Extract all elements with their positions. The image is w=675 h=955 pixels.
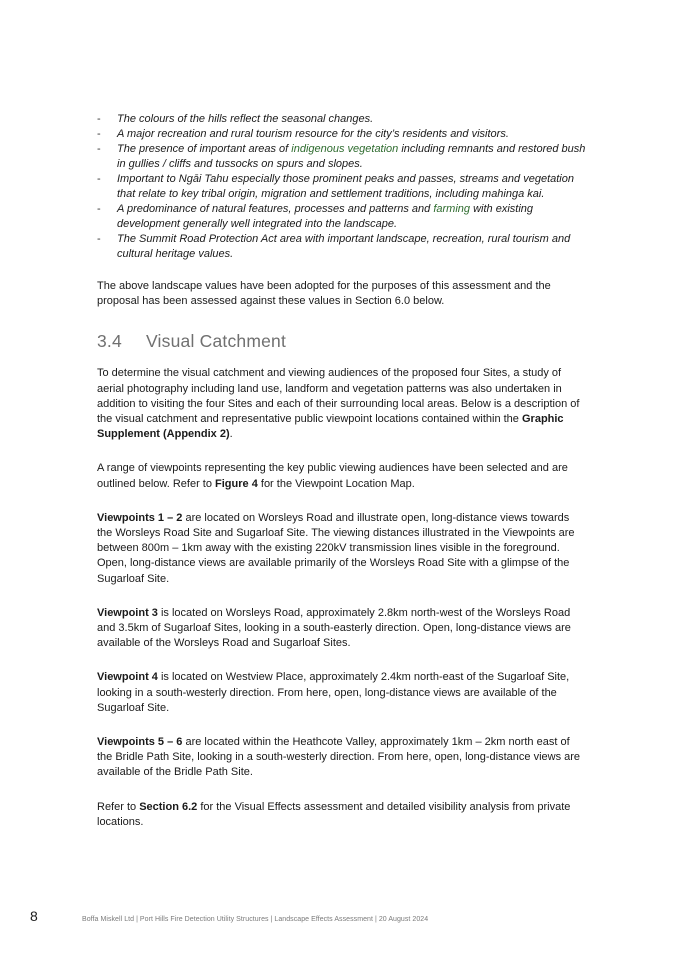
paragraph-text: is located on Westview Place, approximately 2.4km north-east of the Sugarloaf Site, looking in a south-westerly direction. From here, open, long-distance views are available of the Sugarloaf Site. [97,671,570,714]
paragraph-text: Refer to [97,800,140,813]
viewpoint-label: Viewpoints 1 – 2 [97,511,183,524]
list-item-text: A major recreation and rural tourism resource for the city’s residents and visitors. [117,128,509,140]
list-item-text: with existing development generally well integrated into the landscape. [117,203,534,230]
bullet-dash: - [97,203,101,215]
viewpoint-label: Viewpoints 5 – 6 [97,736,183,749]
farming-link[interactable]: farming [433,203,471,215]
paragraph [97,511,587,587]
paragraph [97,735,587,781]
indigenous-vegetation-link[interactable]: indigenous vegetation [291,143,399,155]
viewpoint-label: Viewpoint 3 [97,606,158,619]
graphic-supplement-ref: Graphic Supplement (Appendix 2) [97,413,564,441]
list-item [97,172,587,202]
page-content [97,112,587,830]
list-item [97,232,587,262]
viewpoint-label: Viewpoint 4 [97,671,158,684]
paragraph [97,800,587,830]
paragraph-text: are located on Worsleys Road and illustrate open, long-distance views towards the Worsleys Road Site and Sugarloaf Site. The viewing distances illustrated in the Viewpoints are between 800m – 1km away with the existing 220kV transmission lines visible in the foreground. Open, long-distance views are available primarily of the Worsleys Road Site with a glimpse of the Sugarloaf Site. [97,511,575,585]
list-item [97,142,587,172]
paragraph [97,366,587,442]
bullet-dash: - [97,113,101,125]
list-item-text: The presence of important areas of [117,143,292,155]
list-item [97,112,587,127]
list-item-text: Important to Ngāi Tahu especially those prominent peaks and passes, streams and vegetation that relate to key tribal origin, migration and settlement traditions, including mahinga kai. [117,173,574,200]
list-item-text: including remnants and restored bush in gullies / cliffs and tussocks on spurs and slopes. [117,143,586,170]
paragraph-text: for the Viewpoint Location Map. [257,477,415,490]
footer-text: Boffa Miskell Ltd | Port Hills Fire Detection Utility Structures | Landscape Effects Assessment | 20 August 2024 [82,916,429,923]
paragraph-text: are located within the Heathcote Valley, approximately 1km – 2km north east of the Bridle Path Site, looking in a south-westerly direction. From here, open, long-distance views are available of the Bridle Path Site. [97,736,581,779]
list-item [97,127,587,142]
page-footer [30,908,630,924]
paragraph [97,461,587,491]
section-heading [97,331,587,352]
section-title: Visual Catchment [146,331,287,352]
section-number: 3.4 [97,331,122,352]
list-item-text: The Summit Road Protection Act area with important landscape, recreation, rural tourism and cultural heritage values. [117,233,571,260]
list-item [97,202,587,232]
landscape-values-list [97,112,587,262]
figure-4-ref: Figure 4 [215,477,258,490]
page-number: 8 [30,908,38,924]
paragraph-text: for the Visual Effects assessment and detailed visibility analysis from private locations. [97,800,571,828]
bullet-dash: - [97,233,101,245]
paragraph-text: To determine the visual catchment and viewing audiences of the proposed four Sites, a study of aerial photography including land use, landform and vegetation patterns was also undertaken in addition to visiting the four Sites and each of their surrounding local areas. Below is a description of the visual catchment and representative public viewpoint locations contained within the [97,367,580,426]
section-6-2-ref: Section 6.2 [139,800,198,813]
bullet-dash: - [97,143,101,155]
paragraph [97,606,587,652]
intro-paragraph: The above landscape values have been adopted for the purposes of this assessment and the proposal has been assessed against these values in Section 6.0 below. [97,280,551,308]
paragraph [97,670,587,716]
bullet-dash: - [97,128,101,140]
paragraph-text: A range of viewpoints representing the key public viewing audiences have been selected and are outlined below. Refer to [97,462,568,490]
list-item-text: A predominance of natural features, processes and patterns and [117,203,434,215]
paragraph-text: is located on Worsleys Road, approximately 2.8km north-west of the Worsleys Road and 3.5km of Sugarloaf Sites, looking in a south-easterly direction. Open, long-distance views are available of the Worsleys Road and Sugarloaf Sites. [97,606,571,650]
list-item-text: The colours of the hills reflect the seasonal changes. [117,113,374,125]
paragraph-text: . [229,428,233,441]
bullet-dash: - [97,173,101,185]
